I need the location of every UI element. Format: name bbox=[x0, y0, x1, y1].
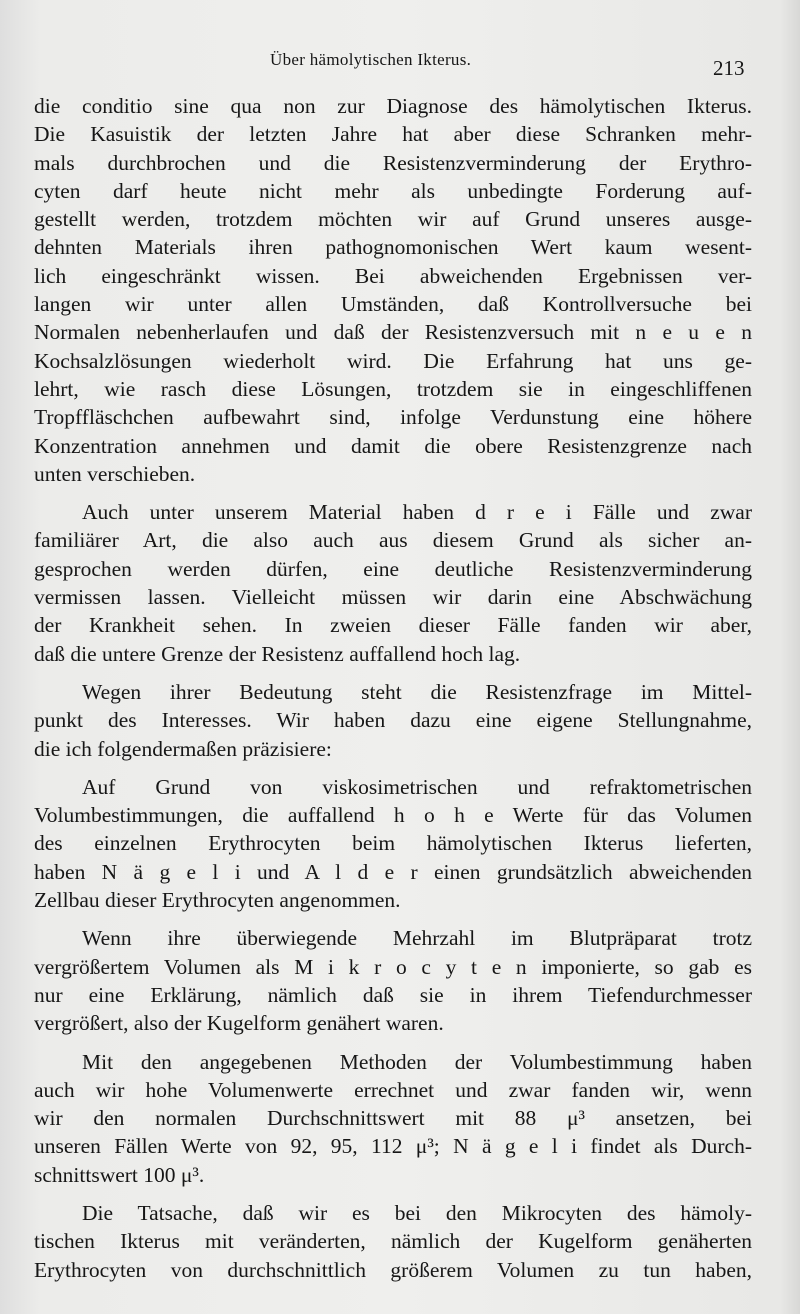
text-line: haben N ä g e l i und A l d e r einen grundsätzlich abweichenden bbox=[34, 859, 752, 884]
text-line: Volumbestimmungen, die auffallend h o h e Werte für das Volumen bbox=[34, 803, 752, 828]
text-line: vergrößertem Volumen als M i k r o c y t e n imponierte, so gab es bbox=[34, 954, 752, 979]
text-line: Zellbau dieser Erythrocyten angenommen. bbox=[34, 888, 401, 913]
text-line: des einzelnen Erythrocyten beim hämolytischen Ikterus lieferten, bbox=[34, 831, 752, 856]
text-line: lich eingeschränkt wissen. Bei abweichenden Ergebnissen ver- bbox=[34, 263, 752, 288]
text-line: mals durchbrochen und die Resistenzverminderung der Erythro- bbox=[34, 150, 752, 175]
text-line: daß die untere Grenze der Resistenz auffallend hoch lag. bbox=[34, 641, 521, 666]
text-line: Mit den angegebenen Methoden der Volumbestimmung haben bbox=[82, 1049, 752, 1074]
text-line: Die Kasuistik der letzten Jahre hat aber diese Schranken mehr- bbox=[34, 122, 752, 147]
text-line: auch wir hohe Volumenwerte errechnet und zwar fanden wir, wenn bbox=[34, 1077, 752, 1102]
running-header: Über hämolytischen Ikterus. bbox=[270, 50, 472, 69]
paragraph bbox=[34, 924, 752, 1037]
text-line: die conditio sine qua non zur Diagnose des hämolytischen Ikterus. bbox=[34, 94, 752, 118]
paragraph bbox=[34, 92, 752, 488]
text-line: Die Tatsache, daß wir es bei den Mikrocyten des hämoly- bbox=[82, 1200, 752, 1225]
text-line: Normalen nebenherlaufen und daß der Resistenzversuch mit n e u e n bbox=[34, 320, 752, 345]
text-line: Kochsalzlösungen wiederholt wird. Die Erfahrung hat uns ge- bbox=[34, 348, 752, 373]
text-line: punkt des Interesses. Wir haben dazu eine eigene Stellungnahme, bbox=[34, 708, 752, 733]
text-line: Wegen ihrer Bedeutung steht die Resistenzfrage im Mittel- bbox=[82, 679, 752, 704]
paragraph bbox=[34, 773, 752, 914]
text-line: vergrößert, also der Kugelform genähert waren. bbox=[34, 1011, 444, 1036]
text-line: unseren Fällen Werte von 92, 95, 112 μ³; N ä g e l i findet als Durch- bbox=[34, 1134, 752, 1159]
text-line: Auch unter unserem Material haben d r e i Fälle und zwar bbox=[82, 500, 752, 525]
paragraph bbox=[34, 1199, 752, 1284]
text-line: die ich folgendermaßen präzisiere: bbox=[34, 736, 332, 761]
text-line: dehnten Materials ihren pathognomonischen Wert kaum wesent- bbox=[34, 235, 752, 260]
text-line: gesprochen werden dürfen, eine deutliche Resistenzverminderung bbox=[34, 556, 752, 581]
body-text bbox=[34, 92, 752, 1294]
page-number: 213 bbox=[713, 56, 745, 80]
text-line: gestellt werden, trotzdem möchten wir auf Grund unseres ausge- bbox=[34, 207, 752, 232]
text-line: nur eine Erklärung, nämlich daß sie in ihrem Tiefendurchmesser bbox=[34, 982, 752, 1007]
paragraph bbox=[34, 498, 752, 668]
text-line: Erythrocyten von durchschnittlich größerem Volumen zu tun haben, bbox=[34, 1257, 752, 1282]
text-line: Konzentration annehmen und damit die obere Resistenzgrenze nach bbox=[34, 433, 752, 458]
text-line: schnittswert 100 μ³. bbox=[34, 1162, 205, 1187]
text-line: tischen Ikterus mit veränderten, nämlich der Kugelform genäherten bbox=[34, 1229, 752, 1254]
text-line: cyten darf heute nicht mehr als unbedingte Forderung auf- bbox=[34, 178, 752, 203]
text-line: familiärer Art, die also auch aus diesem Grund als sicher an- bbox=[34, 528, 752, 553]
text-line: unten verschieben. bbox=[34, 461, 196, 486]
text-line: wir den normalen Durchschnittswert mit 88 μ³ ansetzen, bei bbox=[34, 1106, 752, 1131]
text-line: lehrt, wie rasch diese Lösungen, trotzdem sie in eingeschliffenen bbox=[34, 376, 752, 401]
text-line: Tropffläschchen aufbewahrt sind, infolge Verdunstung eine höhere bbox=[34, 405, 752, 430]
paragraph bbox=[34, 678, 752, 763]
text-line: langen wir unter allen Umständen, daß Kontrollversuche bei bbox=[34, 292, 752, 317]
text-line: Auf Grund von viskosimetrischen und refraktometrischen bbox=[82, 774, 752, 799]
text-line: vermissen lassen. Vielleicht müssen wir darin eine Abschwächung bbox=[34, 585, 752, 610]
text-line: Wenn ihre überwiegende Mehrzahl im Blutpräparat trotz bbox=[82, 926, 752, 951]
text-line: der Krankheit sehen. In zweien dieser Fälle fanden wir aber, bbox=[34, 613, 752, 638]
paragraph bbox=[34, 1048, 752, 1189]
